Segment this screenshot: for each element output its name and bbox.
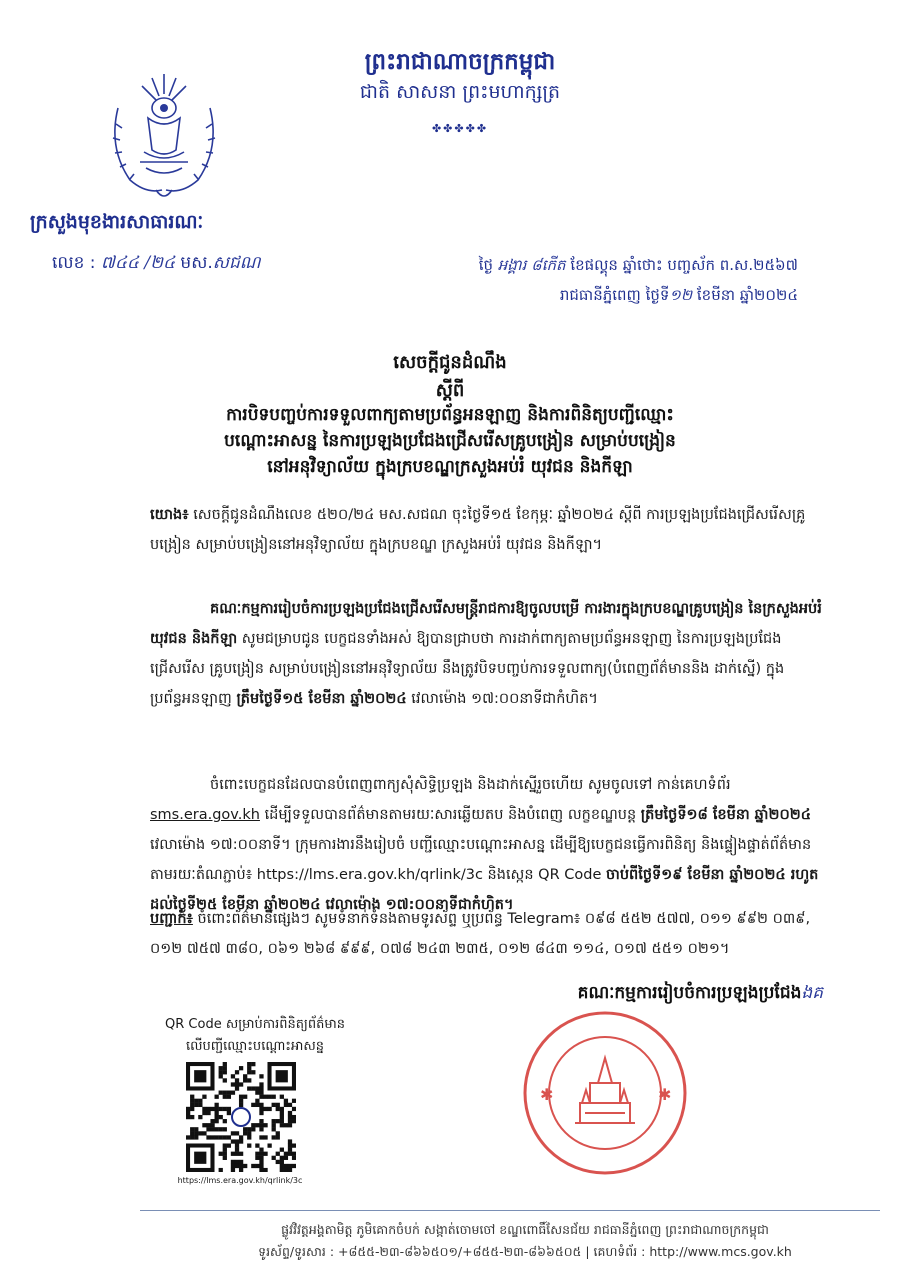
qr-module (267, 1107, 271, 1111)
qr-module (194, 1135, 198, 1139)
qr-module (206, 1107, 210, 1111)
reference-number-value: ៧៤៤ (100, 253, 139, 273)
qr-module (186, 1135, 190, 1139)
ministry-name: ក្រសួងមុខងារសាធារណៈ (30, 211, 204, 233)
qr-module (219, 1135, 223, 1139)
qr-module (231, 1164, 235, 1168)
qr-module (288, 1148, 292, 1152)
qr-module (219, 1115, 223, 1119)
qr-module (247, 1078, 251, 1082)
qr-module (288, 1123, 292, 1127)
qr-module (272, 1123, 276, 1127)
reference-paragraph (150, 500, 830, 560)
paragraph2-deadline: ត្រឹមថ្ងៃទី១៨ ខែមីនា ឆ្នាំ២០២៤ (640, 807, 811, 823)
qr-module (239, 1139, 243, 1143)
qr-module (219, 1152, 223, 1156)
qr-module (235, 1143, 239, 1147)
qr-module (259, 1156, 263, 1160)
qr-module (259, 1111, 263, 1115)
qr-center-logo (232, 1108, 250, 1126)
qr-module (190, 1103, 194, 1107)
qr-module (247, 1143, 251, 1147)
footer-divider (140, 1210, 880, 1211)
qr-module (198, 1103, 202, 1107)
qr-module (227, 1107, 231, 1111)
qr-module (251, 1127, 255, 1131)
qr-module (292, 1143, 296, 1147)
qr-module (235, 1086, 239, 1090)
qr-module (190, 1095, 194, 1099)
qr-finder (276, 1070, 288, 1082)
qr-module (288, 1139, 292, 1143)
qr-module (280, 1168, 284, 1172)
qr-module (206, 1123, 210, 1127)
qr-module (239, 1164, 243, 1168)
lms-link[interactable]: https://lms.era.gov.kh/qrlink/3c (256, 867, 483, 883)
qr-module (223, 1062, 227, 1066)
qr-module (219, 1074, 223, 1078)
qr-module (223, 1119, 227, 1123)
qr-module (215, 1107, 219, 1111)
qr-module (243, 1074, 247, 1078)
qr-module (280, 1095, 284, 1099)
qr-module (227, 1111, 231, 1115)
signature-line (578, 982, 823, 1007)
reference-label: យោង៖ (150, 507, 189, 523)
qr-module (284, 1152, 288, 1156)
qr-module (292, 1099, 296, 1103)
qr-module (231, 1082, 235, 1086)
committee-name: គណៈកម្មការរៀបចំការប្រឡងប្រជែងជ្រើសរើសមន្ត្រីរាជការឱ្យចូលបម្រើ ការងារក្នុងក្របខណ្ឌគ្រូបង្រៀន នៃក្រសួងអប់រំ យុវជន និងកីឡា (150, 601, 822, 647)
subject-line-2: បណ្តោះអាសន្ន នៃការប្រឡងប្រជែងជ្រើសរើសគ្រូបង្រៀន សម្រាប់បង្រៀន (224, 431, 676, 451)
lunar-date-handwritten: អង្គារ ៨កើត (497, 256, 566, 274)
qr-module (198, 1115, 202, 1119)
qr-module (223, 1156, 227, 1160)
qr-caption (150, 1014, 360, 1058)
qr-module (255, 1156, 259, 1160)
qr-module (235, 1131, 239, 1135)
qr-module (235, 1148, 239, 1152)
notice-title: សេចក្តីជូនដំណឹង (393, 352, 507, 373)
qr-module (247, 1127, 251, 1131)
qr-module (280, 1164, 284, 1168)
qr-module (247, 1062, 251, 1066)
qr-module (210, 1127, 214, 1131)
qr-finder (194, 1070, 206, 1082)
qr-module (255, 1099, 259, 1103)
qr-module (243, 1078, 247, 1082)
qr-module (194, 1127, 198, 1131)
qr-module (263, 1152, 267, 1156)
qr-module (259, 1107, 263, 1111)
qr-module (235, 1164, 239, 1168)
qr-module (251, 1123, 255, 1127)
qr-module (288, 1164, 292, 1168)
solar-date-rest: ខែមីនា ឆ្នាំ២០២៤ (696, 286, 798, 304)
qr-module (239, 1168, 243, 1172)
qr-module (227, 1135, 231, 1139)
notice-subject-label: ស្តីពី (435, 380, 465, 401)
paragraph1-text: សូមជម្រាបជូន បេក្ខជនទាំងអស់ ឱ្យបានជ្រាបថា ការដាក់ពាក្យតាមប្រព័ន្ធអនឡាញ នៃការប្រឡងប្រជែងជ្រើសរើស គ្រូបង្រៀន សម្រាប់បង្រៀននៅអនុវិទ្យាល័យ នឹងត្រូវបិទបញ្ចប់ការទទួលពាក្យ(បំពេញព័ត៌មាននិង ដាក់ស្នើ) ក្នុងប្រព័ន្ធអនឡាញ (150, 631, 785, 707)
qr-module (276, 1103, 280, 1107)
qr-module (243, 1164, 247, 1168)
qr-module (202, 1131, 206, 1135)
solar-date-prefix: រាជធានីភ្នំពេញ ថ្ងៃទី (559, 286, 670, 304)
qr-module (215, 1127, 219, 1131)
qr-module (288, 1103, 292, 1107)
solar-date-day: ១២ (669, 286, 693, 304)
qr-module (239, 1152, 243, 1156)
note-label: បញ្ជាក់៖ (150, 911, 193, 927)
notice-subject (100, 402, 800, 480)
qr-caption-line1: QR Code សម្រាប់ការពិនិត្យព័ត៌មាន (165, 1017, 345, 1032)
qr-module (284, 1099, 288, 1103)
qr-module (259, 1160, 263, 1164)
qr-module (215, 1103, 219, 1107)
note-text: ចំពោះព័ត៌មានផ្សេងៗ សូមទំនាក់ទំនងតាមទូរស័ព្ទ ឬប្រព័ន្ធ Telegram៖ ០៩៨ ៥៥២ ៥៧៧, ០១១ ៩៩២ ០៣៩, ០១២ ៧៥៧ ៣៨០, ០៦១ ២៦៨ ៩៩៩, ០៧៨ ២៤៣ ២៣៥, ០១២ ៨៤៣ ១១៤, ០១៧ ៥៥១ ០២១។ (150, 911, 811, 957)
qr-module (292, 1119, 296, 1123)
qr-module (255, 1086, 259, 1090)
qr-module (259, 1164, 263, 1168)
footer-address: ផ្លូវវិវត្តអង្គតាមិត្ត ភូមិគោកចំបក់ សង្កាត់ចោមចៅ ខណ្ឌពោធិ៍សែនជ័យ រាជធានីភ្នំពេញ ព្រះរាជាណាចក្រកម្ពុជា (281, 1222, 769, 1237)
qr-module (259, 1119, 263, 1123)
qr-code[interactable] (186, 1062, 296, 1172)
qr-module (276, 1131, 280, 1135)
qr-module (194, 1099, 198, 1103)
qr-module (276, 1107, 280, 1111)
qr-module (215, 1115, 219, 1119)
royal-emblem (104, 68, 224, 206)
official-seal (520, 1008, 690, 1178)
qr-module (190, 1107, 194, 1111)
qr-module (223, 1070, 227, 1074)
qr-module (280, 1107, 284, 1111)
qr-module (280, 1148, 284, 1152)
note-paragraph (150, 904, 830, 964)
qr-module (235, 1152, 239, 1156)
lunar-date-rest: ខែផល្គុន ឆ្នាំថោះ បញ្ចស័ក ព.ស.២៥៦៧ (570, 256, 798, 274)
qr-module (198, 1099, 202, 1103)
qr-module (243, 1127, 247, 1131)
qr-module (231, 1160, 235, 1164)
qr-module (251, 1103, 255, 1107)
qr-module (280, 1115, 284, 1119)
qr-module (231, 1139, 235, 1143)
qr-module (190, 1127, 194, 1131)
qr-module (186, 1107, 190, 1111)
qr-module (202, 1111, 206, 1115)
paragraph2-qr: និងស្កេន QR Code (487, 867, 602, 883)
qr-module (223, 1091, 227, 1095)
qr-module (284, 1156, 288, 1160)
reference-suffix: មស. (180, 253, 213, 273)
subject-line-1: ការបិទបញ្ចប់ការទទួលពាក្យតាមប្រព័ន្ធអនឡាញ និងការពិនិត្យបញ្ជីឈ្មោះ (226, 405, 674, 425)
paragraph2-mid: ដើម្បីទទួលបានព័ត៌មានតាមរយៈសារឆ្លើយតប និងបំពេញ លក្ខខណ្ឌបន្ត (264, 807, 637, 823)
qr-module (219, 1070, 223, 1074)
qr-module (288, 1119, 292, 1123)
qr-module (239, 1082, 243, 1086)
qr-module (231, 1152, 235, 1156)
qr-module (272, 1095, 276, 1099)
svg-text:✱: ✱ (658, 1085, 672, 1104)
qr-module (190, 1131, 194, 1135)
qr-module (202, 1107, 206, 1111)
paragraph2-start: ចំពោះបេក្ខជនដែលបានបំពេញពាក្យសុំសិទ្ធិប្រឡង និងដាក់ស្នើរួចហើយ សូមចូលទៅ កាន់គេហទំព័រ (210, 777, 731, 793)
qr-module (259, 1091, 263, 1095)
qr-module (292, 1115, 296, 1119)
qr-module (202, 1095, 206, 1099)
qr-module (223, 1127, 227, 1131)
qr-module (223, 1135, 227, 1139)
signature-handwritten: ងគ (801, 983, 823, 1003)
qr-module (263, 1123, 267, 1127)
qr-url[interactable]: https://lms.era.gov.kh/qrlink/3c (177, 1176, 303, 1185)
subject-line-3: នៅអនុវិទ្យាល័យ ក្នុងក្របខណ្ឌក្រសួងអប់រំ យុវជន និងកីឡា (267, 457, 633, 477)
qr-module (255, 1123, 259, 1127)
qr-module (259, 1168, 263, 1172)
qr-module (259, 1127, 263, 1131)
qr-module (223, 1143, 227, 1147)
qr-module (235, 1139, 239, 1143)
main-paragraph (150, 594, 830, 714)
qr-module (259, 1152, 263, 1156)
qr-module (223, 1148, 227, 1152)
qr-module (215, 1135, 219, 1139)
qr-module (292, 1152, 296, 1156)
qr-module (272, 1135, 276, 1139)
qr-caption-line2: លើបញ្ជីឈ្មោះបណ្តោះអាសន្ន (185, 1039, 325, 1054)
qr-module (235, 1070, 239, 1074)
lunar-date (479, 256, 798, 278)
reference-number: លេខ : ៧៤៤ /២៤ មស.សជណ (52, 253, 261, 273)
qr-module (288, 1115, 292, 1119)
qr-module (272, 1119, 276, 1123)
qr-module (280, 1111, 284, 1115)
qr-module (239, 1160, 243, 1164)
signature-label: គណៈកម្មការរៀបចំការប្រឡងប្រជែង (577, 983, 802, 1003)
qr-module (259, 1086, 263, 1090)
qr-module (198, 1131, 202, 1135)
qr-module (219, 1107, 223, 1111)
reference-prefix: លេខ : (52, 253, 96, 273)
qr-module (251, 1164, 255, 1168)
qr-module (194, 1131, 198, 1135)
qr-module (276, 1160, 280, 1164)
national-motto: ជាតិ សាសនា ព្រះមហាក្សត្រ (359, 81, 561, 103)
qr-module (206, 1127, 210, 1131)
qr-module (219, 1168, 223, 1172)
qr-module (219, 1066, 223, 1070)
qr-module (215, 1119, 219, 1123)
qr-module (210, 1107, 214, 1111)
qr-module (210, 1123, 214, 1127)
qr-module (190, 1115, 194, 1119)
qr-module (223, 1107, 227, 1111)
qr-module (292, 1164, 296, 1168)
qr-module (231, 1074, 235, 1078)
reference-handwritten-suffix: សជណ (212, 253, 261, 273)
qr-module (190, 1099, 194, 1103)
qr-module (247, 1135, 251, 1139)
qr-module (210, 1135, 214, 1139)
qr-module (259, 1135, 263, 1139)
qr-module (243, 1095, 247, 1099)
qr-module (259, 1082, 263, 1086)
qr-module (280, 1156, 284, 1160)
paragraph2-rest: វេលាម៉ោង ១៧:០០នាទី។ ក្រុមការងារនឹងរៀបចំ បញ្ជីឈ្មោះបណ្តោះអាសន្ន ដើម្បីឱ្យបេក្ខជនធ្វើការពិនិត្យ និងផ្ទៀងផ្ទាត់ព័ត៌មាន តាមរយៈតំណភ្ជាប់៖ (150, 837, 812, 883)
qr-module (206, 1135, 210, 1139)
qr-module (284, 1164, 288, 1168)
footer-contact: ទូរស័ព្ទ/ទូរសារ : +៨៥៥-២៣-៨៦៦៥០១/+៨៥៥-២៣-៨៦៦៥០៥ | គេហទំព័រ : http://www.mcs.gov.kh (258, 1244, 792, 1259)
qr-module (186, 1115, 190, 1119)
svg-text:✱: ✱ (540, 1085, 554, 1104)
qr-module (206, 1111, 210, 1115)
qr-module (263, 1168, 267, 1172)
qr-module (239, 1103, 243, 1107)
qr-module (239, 1135, 243, 1139)
qr-module (231, 1091, 235, 1095)
qr-module (227, 1091, 231, 1095)
qr-module (247, 1070, 251, 1074)
qr-module (276, 1135, 280, 1139)
qr-module (247, 1086, 251, 1090)
paragraph1-end: វេលាម៉ោង ១៧:០០នាទីជាកំហិត។ (411, 691, 598, 707)
qr-module (219, 1127, 223, 1131)
qr-module (190, 1135, 194, 1139)
qr-module (280, 1123, 284, 1127)
qr-module (210, 1119, 214, 1123)
qr-module (288, 1111, 292, 1115)
qr-module (284, 1168, 288, 1172)
qr-module (239, 1095, 243, 1099)
kingdom-title: ព្រះរាជាណាចក្រកម្ពុជា (364, 49, 556, 75)
qr-module (284, 1103, 288, 1107)
qr-module (235, 1160, 239, 1164)
qr-module (251, 1062, 255, 1066)
header-ornament: ✤✤✤✤✤ (431, 122, 489, 135)
qr-module (202, 1123, 206, 1127)
qr-module (223, 1152, 227, 1156)
qr-module (223, 1078, 227, 1082)
qr-module (272, 1103, 276, 1107)
qr-module (239, 1099, 243, 1103)
qr-module (215, 1111, 219, 1115)
paragraph1-deadline: ត្រឹមថ្ងៃទី១៥ ខែមីនា ឆ្នាំ២០២៤ (236, 691, 407, 707)
qr-module (276, 1152, 280, 1156)
qr-module (255, 1152, 259, 1156)
sms-website-link[interactable]: sms.era.gov.kh (150, 807, 260, 823)
qr-module (255, 1164, 259, 1168)
qr-module (259, 1095, 263, 1099)
qr-module (288, 1143, 292, 1147)
qr-module (263, 1135, 267, 1139)
qr-module (280, 1160, 284, 1164)
qr-module (255, 1143, 259, 1147)
qr-module (272, 1156, 276, 1160)
qr-module (215, 1095, 219, 1099)
qr-module (247, 1066, 251, 1070)
qr-module (284, 1123, 288, 1127)
qr-module (272, 1127, 276, 1131)
qr-module (231, 1131, 235, 1135)
qr-module (288, 1168, 292, 1172)
qr-module (267, 1143, 271, 1147)
qr-module (219, 1091, 223, 1095)
qr-module (227, 1095, 231, 1099)
qr-module (243, 1131, 247, 1135)
qr-module (255, 1091, 259, 1095)
qr-module (259, 1148, 263, 1152)
reference-text: សេចក្តីជូនដំណឹងលេខ ៥២០/២៤ មស.សជណ ចុះថ្ងៃទី១៥ ខែកុម្ភៈ ឆ្នាំ២០២៤ ស្តីពី ការប្រឡងប្រជែងជ្រើសរើសគ្រូបង្រៀន សម្រាប់បង្រៀននៅអនុវិទ្យាល័យ ក្នុងក្របខណ្ឌ ក្រសួងអប់រំ យុវជន និងកីឡា។ (150, 507, 806, 553)
qr-module (280, 1119, 284, 1123)
solar-date (560, 286, 798, 308)
qr-finder (194, 1152, 206, 1164)
lunar-date-prefix: ថ្ងៃ (478, 256, 493, 274)
qr-module (223, 1095, 227, 1099)
qr-module (231, 1168, 235, 1172)
qr-module (239, 1066, 243, 1070)
qr-module (251, 1086, 255, 1090)
qr-module (247, 1131, 251, 1135)
second-paragraph (150, 770, 830, 920)
qr-module (223, 1066, 227, 1070)
qr-module (263, 1107, 267, 1111)
qr-module (288, 1152, 292, 1156)
qr-module (263, 1095, 267, 1099)
qr-module (259, 1123, 263, 1127)
qr-module (259, 1074, 263, 1078)
qr-module (235, 1082, 239, 1086)
qr-module (227, 1143, 231, 1147)
qr-module (276, 1119, 280, 1123)
qr-module (255, 1103, 259, 1107)
qr-module (292, 1107, 296, 1111)
qr-module (235, 1078, 239, 1082)
qr-module (194, 1103, 198, 1107)
qr-module (267, 1095, 271, 1099)
reference-year: ២៤ (150, 253, 175, 273)
qr-module (292, 1156, 296, 1160)
qr-module (251, 1070, 255, 1074)
qr-module (259, 1103, 263, 1107)
paragraph2-period: ចាប់ពីថ្ងៃទី១៩ ខែមីនា ឆ្នាំ២០២៤ រហូត ដល់ថ្ងៃទី២៥ ខែមីនា ឆ្នាំ២០២៤ វេលាម៉ោង ១៧:០០នាទីជាកំហិត។ (150, 867, 819, 913)
qr-module (186, 1111, 190, 1115)
